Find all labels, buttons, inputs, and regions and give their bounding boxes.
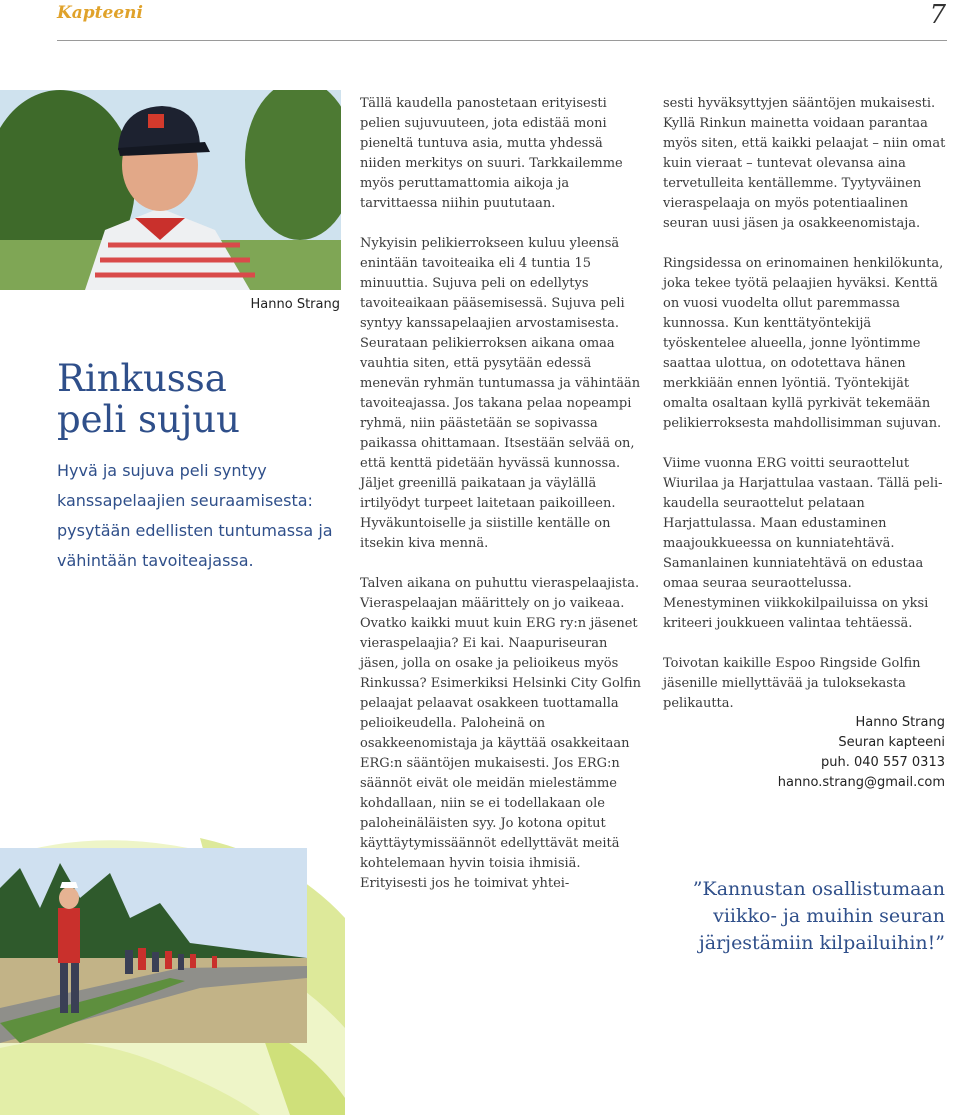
paragraph: Viime vuonna ERG voitti seuraottelut Wiurilaa ja Harjattulaa vastaan. Tällä pelikaudella seuraottelut pelataan Harjattulassa. Maan edustaminen maajoukkueessa on kunniatehtävä. Samanlainen kunniatehtävä on edustaa omaa seuraa seuraottelussa. Menestyminen viikkokilpailuissa on yksi kriteeri joukkueen valintaa tehtäessä. (663, 456, 943, 631)
paragraph: Nykyisin pelikierrokseen kuluu yleensä enintään tavoiteaika eli 4 tuntia 15 minuuttia. Sujuva peli on edellytys tavoiteaikaan pääsemisessä. Sujuva peli syntyy kanssapelaajien arvostamisesta. Seurataan pelikierroksen aikana omaa vauhtia siten, että pysytään edessä menevän ryhmän tuntumassa ja vähintään tavoiteajassa. Jos takana pelaa nopeampi ryhmä, niin päästetään se sopivassa paikassa ohittamaan. Itsestään selvää on, että kenttä pidetään hyvässä kunnossa. Jäljet greenillä paikataan ja väylällä irtilyödyt turpeet laitetaan paikoilleen. Hyväkuntoiselle ja siistille kentälle on itsekin kiva mennä. (360, 236, 641, 551)
signature-email: hanno.strang@gmail.com (777, 775, 945, 790)
paragraph: Ringsidessa on erinomainen henkilökunta, joka tekee työtä pelaajien hyväksi. Kenttä on vuosi vuodelta ollut paremmassa kunnossa. Kun kenttätyöntekijä työskentelee alueella, jonne lyöntimme saattaa ulottua, on odotettava hänen merkkiään ennen lyöntiä. Työntekijät omalta osaltaan kyllä pyrkivät tekemään pelikierroksesta mahdollisimman sujuvan. (663, 256, 944, 431)
signature-phone: puh. 040 557 0313 (821, 755, 945, 770)
article-headline (57, 358, 347, 440)
headline-line-1: Rinkussa (57, 357, 227, 400)
article-column-2 (360, 94, 645, 914)
paragraph: Toivotan kaikille Espoo Ringside Golfin jäsenille miellyttävää ja tuloksekasta pelikautta. (663, 656, 921, 711)
range-illustration (0, 848, 307, 1043)
photo-caption: Hanno Strang (250, 297, 340, 312)
paragraph: Tällä kaudella panostetaan erityisesti pelien sujuvuuteen, jota edistää moni pieneltä tuntuva asia, mutta yhdessä niiden merkitys on suuri. Tarkkailemme myös peruttamattomia aikoja ja tarvittaessa niihin puututaan. (360, 96, 623, 211)
signature-title: Seuran kapteeni (838, 735, 945, 750)
author-signature (778, 713, 945, 793)
page-number: 7 (929, 0, 946, 30)
driving-range-photo (0, 848, 307, 1043)
portrait-photo (0, 90, 341, 290)
paragraph: Talven aikana on puhuttu vieraspelaajista. Vieraspelaajan määrittely on jo vaikeaa. Ovatko kaikki muut kuin ERG ry:n jäsenet vieraspelaajia? Ei kai. Naapuriseuran jäsen, jolla on osake ja pelioikeus myös Rinkussa? Esimerkiksi Helsinki City Golfin pelaajat pelaavat osakkeen tuottamalla pelioikeudella. Paloheinä on osakkeenomistaja ja käyttää osakkeitaan ERG:n sääntöjen mukaisesti. Jos ERG:n säännöt eivät ole meidän mielestämme kohdallaan, niin se ei todellakaan ole paloheinäläisten syy. Jo kotona opitut käyttäytymissäännöt edellyttävät meitä kohtelemaan hyvin toisia ihmisiä. Erityisesti jos he toimivat yhtei- (360, 576, 641, 891)
signature-name: Hanno Strang (855, 715, 945, 730)
article-column-3 (663, 94, 948, 734)
article-lead: Hyvä ja sujuva peli syntyy kanssapelaajien seuraamisesta: pysytään edellisten tuntumassa ja vähintään tavoiteajassa. (57, 461, 333, 570)
paragraph: sesti hyväksyttyjen sääntöjen mukaisesti. Kyllä Rinkun mainetta voidaan parantaa myös siten, että kaikki pelaajat – niin omat kuin vieraat – tuntevat olevansa aina tervetulleita kentällemme. Tyytyväinen vieraspelaaja on myös potentiaalinen seuran uusi jäsen ja osakkeenomistaja. (663, 96, 946, 231)
headline-line-2: peli sujuu (57, 398, 240, 441)
section-name: Kapteeni (57, 3, 143, 23)
pull-quote: ”Kannustan osallistumaan viikko- ja muihin seuran järjestämiin kilpailuihin!” (692, 878, 945, 954)
portrait-illustration (0, 90, 341, 290)
header-rule (57, 40, 947, 41)
